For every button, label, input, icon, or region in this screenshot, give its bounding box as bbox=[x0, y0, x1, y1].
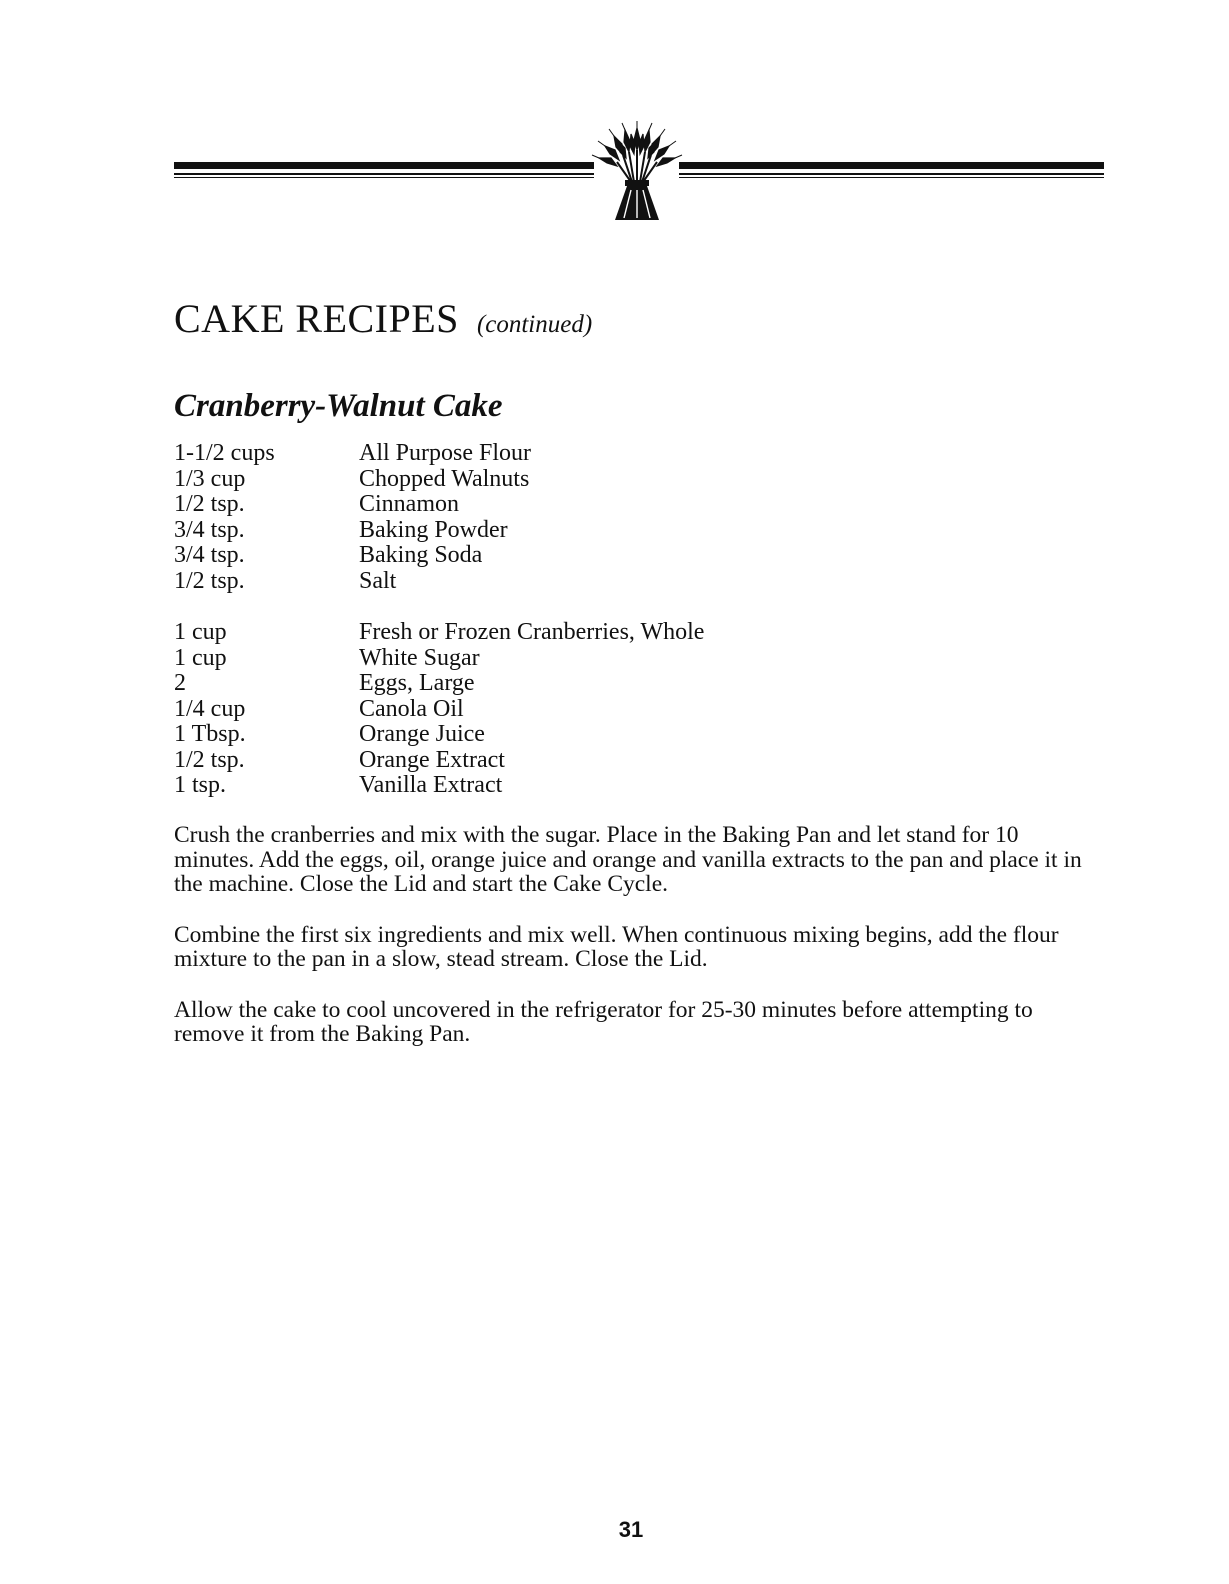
ingredient-name: All Purpose Flour bbox=[359, 440, 532, 466]
ingredient-list-dry bbox=[174, 441, 874, 594]
ingredient-quantity: 1 tsp. bbox=[174, 772, 227, 798]
ingredient-row bbox=[174, 620, 874, 646]
ingredient-quantity: 1 cup bbox=[174, 644, 227, 671]
ingredient-row bbox=[174, 492, 874, 518]
page-title-subtitle: (continued) bbox=[476, 311, 593, 338]
ingredient-row bbox=[174, 697, 874, 723]
ingredient-name: Orange Extract bbox=[359, 746, 505, 773]
header-rule bbox=[174, 118, 1104, 228]
rule-left-hairline bbox=[174, 177, 594, 178]
ingredient-name: Fresh or Frozen Cranberries, Whole bbox=[359, 619, 705, 645]
ingredient-row bbox=[174, 722, 874, 748]
rule-right-thick bbox=[679, 162, 1104, 169]
ingredient-name: White Sugar bbox=[359, 644, 480, 671]
ingredient-name: Chopped Walnuts bbox=[359, 465, 530, 492]
ingredient-quantity: 1/2 tsp. bbox=[174, 491, 245, 517]
ingredient-name: Vanilla Extract bbox=[359, 772, 503, 798]
ingredient-quantity: 3/4 tsp. bbox=[174, 542, 245, 568]
page-title bbox=[174, 295, 592, 342]
ingredient-name: Orange Juice bbox=[359, 721, 485, 747]
rule-left-thick bbox=[174, 162, 594, 169]
ingredient-list-wet bbox=[174, 620, 874, 799]
ingredient-quantity: 1/2 tsp. bbox=[174, 567, 245, 594]
ingredient-name: Baking Soda bbox=[359, 542, 483, 568]
ingredient-quantity: 1 cup bbox=[174, 619, 227, 645]
ingredient-quantity: 1-1/2 cups bbox=[174, 440, 275, 466]
page-number: 31 bbox=[618, 1517, 644, 1542]
ingredient-quantity: 1 Tbsp. bbox=[174, 721, 246, 747]
rule-right-hairline bbox=[679, 177, 1104, 178]
ingredient-row bbox=[174, 467, 874, 493]
ingredient-name: Baking Powder bbox=[359, 516, 508, 543]
ingredient-row bbox=[174, 518, 874, 544]
ingredient-name: Canola Oil bbox=[359, 695, 464, 722]
ingredient-row bbox=[174, 671, 874, 697]
instruction-paragraph: Combine the first six ingredients and mix well. When continuous mixing begins, add the flour mixture to the pan in a slow, stead stream. Close the Lid. bbox=[174, 921, 1059, 972]
instruction-paragraph: Crush the cranberries and mix with the sugar. Place in the Baking Pan and let stand for 10 minutes. Add the eggs, oil, orange juice and orange and vanilla extracts to the pan and place it in the machine. Close the Lid and start the Cake Cycle. bbox=[174, 822, 1082, 897]
rule-left-thin bbox=[174, 173, 594, 175]
ingredient-name: Eggs, Large bbox=[359, 670, 475, 696]
instruction-paragraph: Allow the cake to cool uncovered in the refrigerator for 25-30 minutes before attempting to remove it from the Baking Pan. bbox=[174, 996, 1033, 1047]
ingredient-row bbox=[174, 543, 874, 569]
ingredient-name: Cinnamon bbox=[359, 491, 459, 517]
ingredient-quantity: 1/2 tsp. bbox=[174, 746, 245, 773]
ingredient-row bbox=[174, 441, 874, 467]
ingredient-row bbox=[174, 773, 874, 799]
ingredient-name: Salt bbox=[359, 567, 397, 594]
ingredient-row bbox=[174, 748, 874, 774]
ingredient-row bbox=[174, 646, 874, 672]
ingredient-quantity: 2 bbox=[174, 670, 186, 696]
rule-right-thin bbox=[679, 173, 1104, 175]
ingredient-quantity: 1/3 cup bbox=[174, 465, 246, 492]
page-title-main: CAKE RECIPES bbox=[174, 296, 459, 341]
wheat-sheaf-icon bbox=[589, 120, 685, 225]
ingredient-quantity: 3/4 tsp. bbox=[174, 516, 245, 543]
recipe-title: Cranberry-Walnut Cake bbox=[174, 388, 503, 424]
ingredient-row bbox=[174, 569, 874, 595]
recipe-instructions bbox=[174, 823, 1099, 1073]
ingredient-quantity: 1/4 cup bbox=[174, 695, 246, 722]
